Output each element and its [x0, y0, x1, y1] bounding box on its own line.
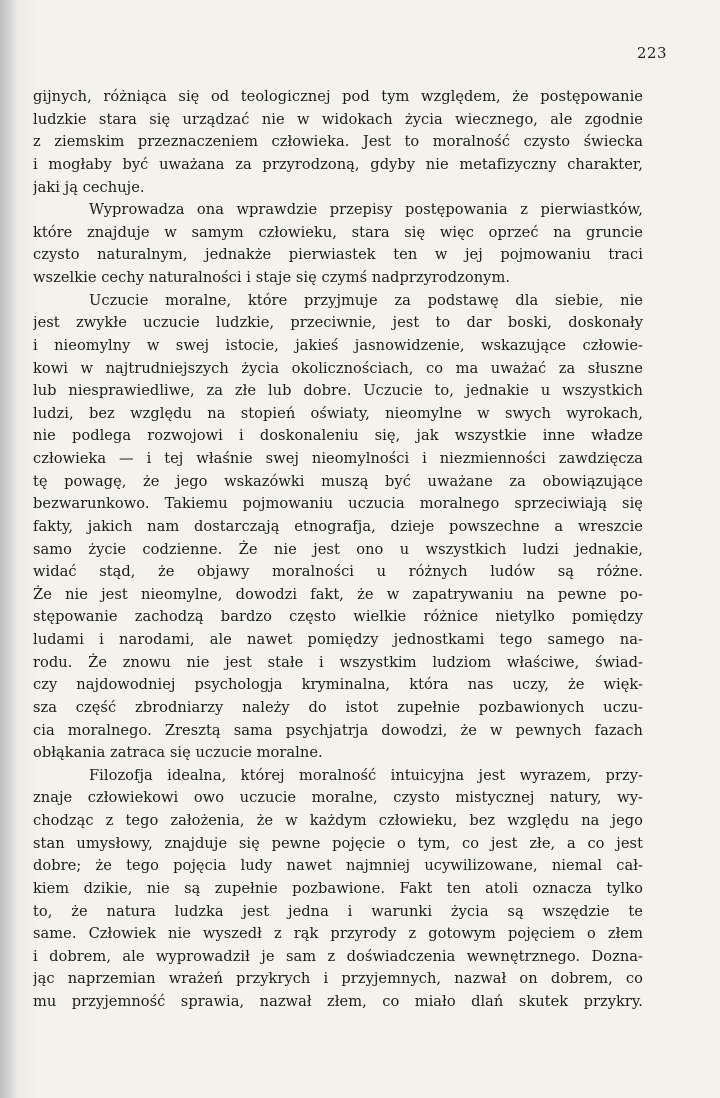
text-line: widać stąd, że objawy moralności u różnych ludów są różne. — [33, 563, 643, 581]
text-line: rodu. Że znowu nie jest stałe i wszystkim ludziom właściwe, świad- — [33, 653, 643, 671]
text-line: czysto naturalnym, jednakże pierwiastek ten w jej pojmowaniu traci — [33, 246, 643, 264]
text-line: stan umysłowy, znajduje się pewne pojęcie o tym, co jest złe, a co jest — [33, 834, 643, 852]
text-line: mu przyjemność sprawia, nazwał złem, co miało dlań skutek przykry. — [33, 993, 643, 1010]
text-line: znaje człowiekowi owo uczucie moralne, czysto mistycznej natury, wy- — [33, 789, 643, 807]
text-line: Filozofja idealna, której moralność intuicyjna jest wyrazem, przy- — [89, 766, 643, 784]
text-line: dobre; że tego pojęcia ludy nawet najmniej ucywilizowane, niemal cał- — [33, 857, 643, 875]
text-line: ludami i narodami, ale nawet pomiędzy jednostkami tego samego na- — [33, 631, 643, 648]
text-line: kiem dzikie, nie są zupełnie pozbawione. Fakt ten atoli oznacza tylko — [33, 879, 643, 897]
text-line: i dobrem, ale wyprowadził je sam z doświadczenia wewnętrznego. Dozna- — [33, 947, 643, 965]
text-line: i nieomylny w swej istocie, jakieś jasnowidzenie, wskazujące człowie- — [33, 336, 643, 354]
text-line: same. Człowiek nie wyszedł z rąk przyrody z gotowym pojęciem o złem — [33, 925, 643, 943]
body-text — [33, 86, 643, 1014]
text-line: cia moralnego. Zresztą sama psychjatrja dowodzi, że w pewnych fazach — [33, 721, 643, 739]
text-line: fakty, jakich nam dostarczają etnografja, dzieje powszechne a wreszcie — [33, 517, 643, 535]
text-line: kowi w najtrudniejszych życia okolicznościach, co ma uważać za słuszne — [33, 359, 643, 377]
text-line: stępowanie zachodzą bardzo często wielkie różnice nietylko pomiędzy — [33, 608, 643, 626]
text-line: Uczucie moralne, które przyjmuje za podstawę dla siebie, nie — [89, 291, 643, 309]
text-line: lub niesprawiedliwe, za złe lub dobre. Uczucie to, jednakie u wszystkich — [33, 382, 643, 400]
page-number: 223 — [636, 44, 667, 62]
text-line: tę powagę, że jego wskazówki muszą być uważane za obowiązujące — [33, 472, 643, 490]
text-line: Wyprowadza ona wprawdzie przepisy postępowania z pierwiastków, — [89, 201, 643, 219]
text-line: to, że natura ludzka jest jedna i warunki życia są wszędzie te — [33, 902, 643, 920]
text-line: które znajduje w samym człowieku, stara się więc oprzeć na gruncie — [33, 223, 643, 241]
text-line: samo życie codzienne. Że nie jest ono u wszystkich ludzi jednakie, — [33, 540, 643, 558]
text-line: bezwarunkowo. Takiemu pojmowaniu uczucia moralnego sprzeciwiają się — [33, 495, 643, 513]
text-line: jest zwykłe uczucie ludzkie, przeciwnie, jest to dar boski, doskonały — [33, 314, 643, 332]
text-line: wszelkie cechy naturalności i staje się czymś nadprzyrodzonym. — [33, 269, 511, 286]
text-line: czy najdowodniej psychologja kryminalna, która nas uczy, że więk- — [33, 676, 643, 694]
text-line: ludzkie stara się urządzać nie w widokach życia wiecznego, ale zgodnie — [33, 110, 643, 128]
text-line: jąc naprzemian wrażeń przykrych i przyjemnych, nazwał on dobrem, co — [33, 970, 643, 988]
text-line: człowieka — i tej właśnie swej nieomylności i niezmienności zawdzięcza — [33, 450, 643, 467]
text-line: nie podlega rozwojowi i doskonaleniu się, jak wszystkie inne władze — [33, 427, 643, 445]
text-line: obłąkania zatraca się uczucie moralne. — [33, 744, 323, 762]
text-line: z ziemskim przeznaczeniem człowieka. Jest to moralność czysto świecka — [33, 133, 643, 151]
text-line: gijnych, różniąca się od teologicznej pod tym względem, że postępowanie — [33, 88, 643, 105]
text-line: sza część zbrodniarzy należy do istot zupełnie pozbawionych uczu- — [33, 698, 643, 716]
text-line: Że nie jest nieomylne, dowodzi fakt, że w zapatrywaniu na pewne po- — [33, 585, 643, 603]
text-line: chodząc z tego założenia, że w każdym człowieku, bez względu na jego — [33, 812, 643, 829]
text-line: ludzi, bez względu na stopień oświaty, nieomylne w swych wyrokach, — [33, 404, 643, 422]
text-line: jaki ją cechuje. — [33, 178, 145, 196]
text-line: i mogłaby być uważana za przyrodzoną, gdyby nie metafizyczny charakter, — [33, 155, 643, 173]
